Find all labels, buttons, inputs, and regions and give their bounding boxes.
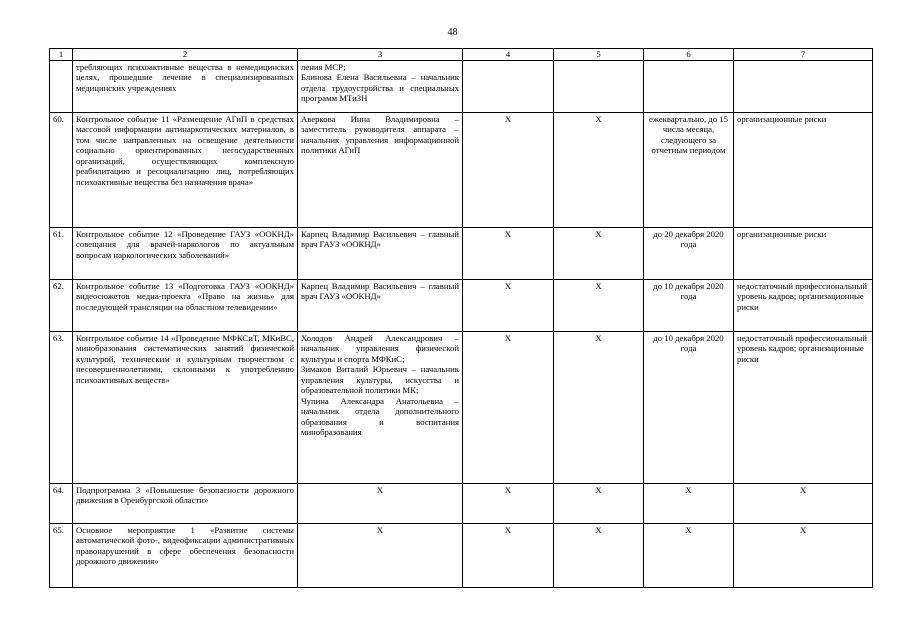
responsible-person: Карпец Владимир Васильевич – главный врач ГАУЗ «ООКНД» [301,228,459,249]
event-description: Контрольное событие 14 «Проведение МФКСиТ, МКиВС, минобразования систематических занятий физической культурой, техническим и культурным творчеством с несовершеннолетними, склонными к употреблению психоактивных веществ» [73,331,298,483]
column-5-value: X [554,112,644,227]
row-number: 62. [50,279,73,331]
responsible-person: Холодов Андрей Александрович – начальник управления физической культуры и спорта МФКиС; [301,332,459,364]
column-5-value: X [554,227,644,279]
deadline: X [644,483,734,523]
row-number: 60. [50,112,73,227]
responsible-cell [298,483,463,523]
column-5-value: X [554,279,644,331]
risks: организационные риски [734,227,873,279]
table-row [50,279,873,331]
responsible-cell [298,227,463,279]
risks: недостаточный профессиональный уровень кадров; организационные риски [734,279,873,331]
responsible-cell [298,112,463,227]
column-5-value: X [554,483,644,523]
deadline: до 10 декабря 2020 года [644,279,734,331]
deadline: ежеквартально, до 15 числа месяца, следующего за отчетным периодом [644,112,734,227]
deadline: X [644,523,734,587]
deadline: до 20 декабря 2020 года [644,227,734,279]
responsible-cell [298,60,463,112]
column-number: 4 [463,49,554,61]
page-number: 48 [447,27,458,38]
responsible-person: Зимаков Виталий Юрьевич – начальник управления культуры, искусства и образовательной политики МК; [301,364,459,395]
column-number: 7 [734,49,873,61]
row-number: 61. [50,227,73,279]
column-5-value: X [554,331,644,483]
risks: X [734,523,873,587]
column-number: 2 [73,49,298,61]
row-number: 64. [50,483,73,523]
responsible-person: X [376,484,384,495]
row-number: 63. [50,331,73,483]
event-description: Основное мероприятие 1 «Развитие системы автоматической фото-, видеофиксации административных правонарушений в сфере обеспечения безопасности дорожного движения» [73,523,298,587]
row-number: 65. [50,523,73,587]
column-number: 6 [644,49,734,61]
responsible-person: Карпец Владимир Васильевич – главный врач ГАУЗ «ООКНД» [301,280,459,301]
event-description: требляющих психоактивные вещества в немедицинских целях, прошедшие лечение в специализированных медицинских учреждениях [73,60,298,112]
table-row [50,483,873,523]
risks: организационные риски [734,112,873,227]
column-4-value [463,60,554,112]
row-number [50,60,73,112]
responsible-person: ления МСР; [301,61,346,72]
table-row [50,523,873,587]
responsible-person: Чупина Александра Анатольевна – начальник отдела дополнительного образования и воспитания минобразования [301,395,459,437]
deadline [644,60,734,112]
events-table [49,48,873,588]
risks: X [734,483,873,523]
table-row [50,112,873,227]
column-4-value: X [463,227,554,279]
column-number: 5 [554,49,644,61]
column-5-value: X [554,523,644,587]
column-number: 1 [50,49,73,61]
deadline: до 10 декабря 2020 года [644,331,734,483]
column-4-value: X [463,112,554,227]
column-5-value [554,60,644,112]
responsible-cell [298,523,463,587]
responsible-cell [298,279,463,331]
column-number-row [50,49,873,61]
column-4-value: X [463,331,554,483]
table-row [50,331,873,483]
responsible-person: X [376,524,384,535]
column-number: 3 [298,49,463,61]
event-description: Контрольное событие 12 «Проведение ГАУЗ «ООКНД» совещания для врачей-наркологов по актуальным вопросам наркологических заболеваний» [73,227,298,279]
event-description: Контрольное событие 13 «Подготовка ГАУЗ «ООКНД» видеосюжетов медиа-проекта «Право на жизнь» для последующей трансляции на областном телевидении» [73,279,298,331]
table-row [50,227,873,279]
risks: недостаточный профессиональный уровень кадров; организационные риски [734,331,873,483]
table-row [50,60,873,112]
responsible-cell [298,331,463,483]
responsible-person: Блинова Елена Васильевна – начальник отдела трудоустройства и специальных программ МТиЗН [301,72,459,103]
risks [734,60,873,112]
column-4-value: X [463,483,554,523]
column-4-value: X [463,523,554,587]
event-description: Контрольное событие 11 «Размещение АГиП в средствах массовой информации антинаркотических материалов, в том числе направленных на освещение деятельности социально ориентированных негосударственных организаций, осуществляющих комплексную реабилитацию и ресоциализацию лиц, потребляющих психоактивные вещества без назначения врача» [73,112,298,227]
responsible-person: Аверкова Инна Владимировна – заместитель руководителя аппарата – начальник управления информационной политики АГиП [301,113,459,155]
event-description: Подпрограмма 3 «Повышение безопасности дорожного движения в Оренбургской области» [73,483,298,523]
column-4-value: X [463,279,554,331]
